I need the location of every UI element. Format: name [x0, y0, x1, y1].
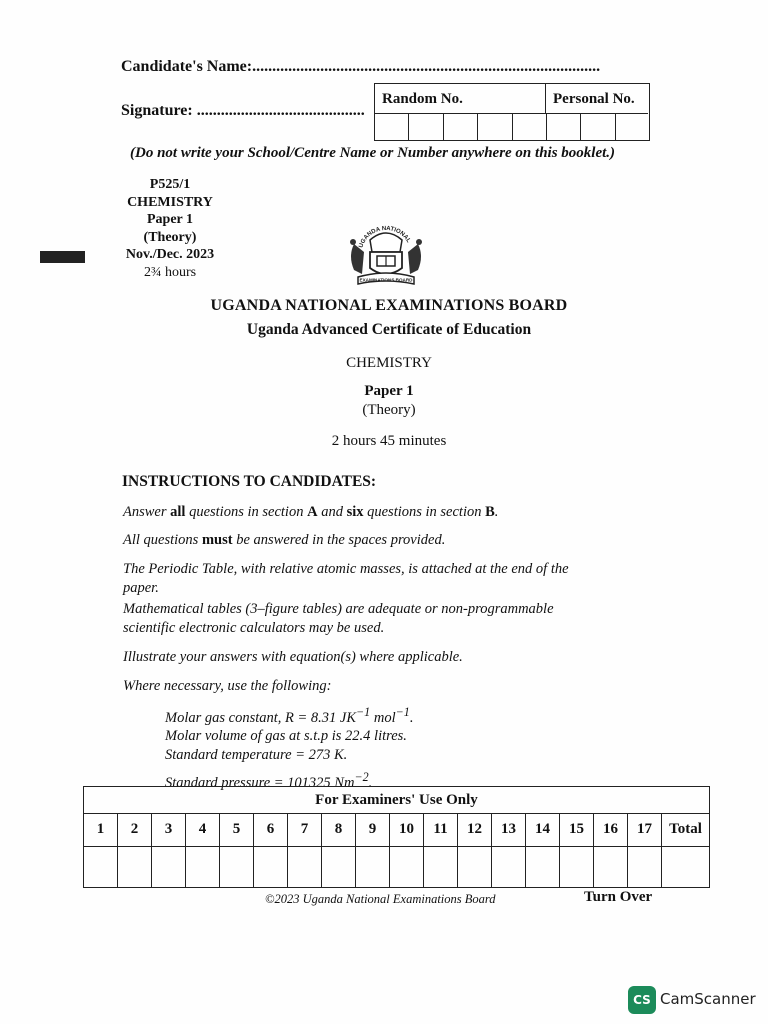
booklet-warning: (Do not write your School/Centre Name or Number anywhere on this booklet.): [130, 145, 616, 161]
scan-mark: [40, 251, 85, 263]
score-cell[interactable]: [560, 847, 594, 887]
crest-top-text: UGANDA NATIONAL: [358, 225, 412, 249]
score-cell[interactable]: [356, 847, 390, 887]
instruction-calculators-cont: scientific electronic calculators may be used.: [123, 620, 385, 636]
molar-volume: Molar volume of gas at s.t.p is 22.4 litres.: [165, 728, 407, 745]
instruction-periodic-table-cont: paper.: [123, 580, 159, 596]
paper-duration: 2¾ hours: [143, 264, 197, 280]
camscanner-text: CamScanner: [660, 990, 756, 1008]
question-number-cell: 10: [390, 814, 424, 846]
question-number-row: [84, 814, 709, 847]
question-number-cell: 12: [458, 814, 492, 846]
score-cell[interactable]: [492, 847, 526, 887]
score-cell[interactable]: [390, 847, 424, 887]
score-cell[interactable]: [220, 847, 254, 887]
question-number-cell: 13: [492, 814, 526, 846]
paper-code: P525/1: [149, 177, 191, 192]
paper-title: Paper 1: [364, 383, 414, 399]
certificate-name: Uganda Advanced Certificate of Education: [246, 321, 532, 338]
instructions-heading: INSTRUCTIONS TO CANDIDATES:: [122, 473, 377, 490]
paper-number: Paper 1: [146, 212, 193, 227]
question-number-cell: 8: [322, 814, 356, 846]
gas-constant: Molar gas constant, R = 8.31 $JK^{-1}$ mol$^{-1}$.: [165, 705, 414, 726]
exam-duration: 2 hours 45 minutes: [331, 433, 447, 449]
subject-title: CHEMISTRY: [346, 355, 432, 371]
question-number-cell: 16: [594, 814, 628, 846]
score-cell[interactable]: [322, 847, 356, 887]
question-number-cell: 2: [118, 814, 152, 846]
question-number-cell: 9: [356, 814, 390, 846]
paper-codes: [115, 176, 225, 281]
number-box: [374, 83, 650, 141]
instruction-sections: Answer all questions in section A and six questions in section B.: [123, 504, 499, 520]
signature-field[interactable]: Signature: ..........................................: [121, 102, 365, 119]
instruction-answer-spaces: All questions must be answered in the spaces provided.: [123, 532, 446, 548]
instruction-equations: Illustrate your answers with equation(s) where applicable.: [123, 649, 463, 665]
instruction-calculators: Mathematical tables (3–figure tables) are adequate or non-programmable: [123, 601, 554, 617]
standard-pressure: Standard pressure = 101325 $Nm^{-2}$.: [165, 770, 373, 792]
score-cell[interactable]: [288, 847, 322, 887]
question-number-cell: 7: [288, 814, 322, 846]
total-score-cell[interactable]: [662, 847, 709, 887]
paper-type: (Theory): [143, 229, 197, 245]
turn-over: Turn Over: [584, 889, 653, 905]
constants-list: [165, 703, 413, 793]
instruction-periodic-table: The Periodic Table, with relative atomic masses, is attached at the end of the: [123, 561, 569, 577]
copyright: ©2023 Uganda National Examinations Board: [265, 892, 496, 906]
question-number-cell: 4: [186, 814, 220, 846]
question-number-cell: 3: [152, 814, 186, 846]
question-number-cell: 1: [84, 814, 118, 846]
question-number-cell: 15: [560, 814, 594, 846]
question-number-cell: 17: [628, 814, 662, 846]
number-cells[interactable]: [375, 114, 649, 140]
question-number-cell: 5: [220, 814, 254, 846]
score-row: [84, 847, 709, 887]
score-cell[interactable]: [152, 847, 186, 887]
standard-temperature: Standard temperature = 273 K.: [165, 746, 348, 763]
candidate-name-field[interactable]: Candidate's Name:.......................................................................................: [121, 58, 601, 75]
score-cell[interactable]: [594, 847, 628, 887]
uneb-crest-logo: [340, 222, 432, 294]
question-number-cell: 6: [254, 814, 288, 846]
crest-bottom-text: EXAMINATIONS BOARD: [359, 277, 413, 283]
instruction-constants-intro: Where necessary, use the following:: [123, 678, 332, 694]
camscanner-logo: CS: [628, 986, 656, 1014]
question-number-cell: 11: [424, 814, 458, 846]
score-cell[interactable]: [526, 847, 560, 887]
score-cell[interactable]: [458, 847, 492, 887]
question-number-cell: 14: [526, 814, 560, 846]
paper-session: Nov./Dec. 2023: [125, 247, 215, 262]
board-name: UGANDA NATIONAL EXAMINATIONS BOARD: [210, 297, 568, 314]
examiners-table: [83, 786, 710, 888]
score-cell[interactable]: [84, 847, 118, 887]
score-cell[interactable]: [424, 847, 458, 887]
score-cell[interactable]: [628, 847, 662, 887]
examiners-table-title: For Examiners' Use Only: [84, 787, 709, 814]
total-label: Total: [669, 821, 702, 837]
paper-type-title: (Theory): [362, 402, 416, 418]
score-cell[interactable]: [186, 847, 220, 887]
paper-subject: CHEMISTRY: [127, 194, 213, 210]
score-cell[interactable]: [254, 847, 288, 887]
random-no-label: Random No.: [375, 84, 546, 114]
personal-no-label: Personal No.: [546, 84, 648, 114]
score-cell[interactable]: [118, 847, 152, 887]
